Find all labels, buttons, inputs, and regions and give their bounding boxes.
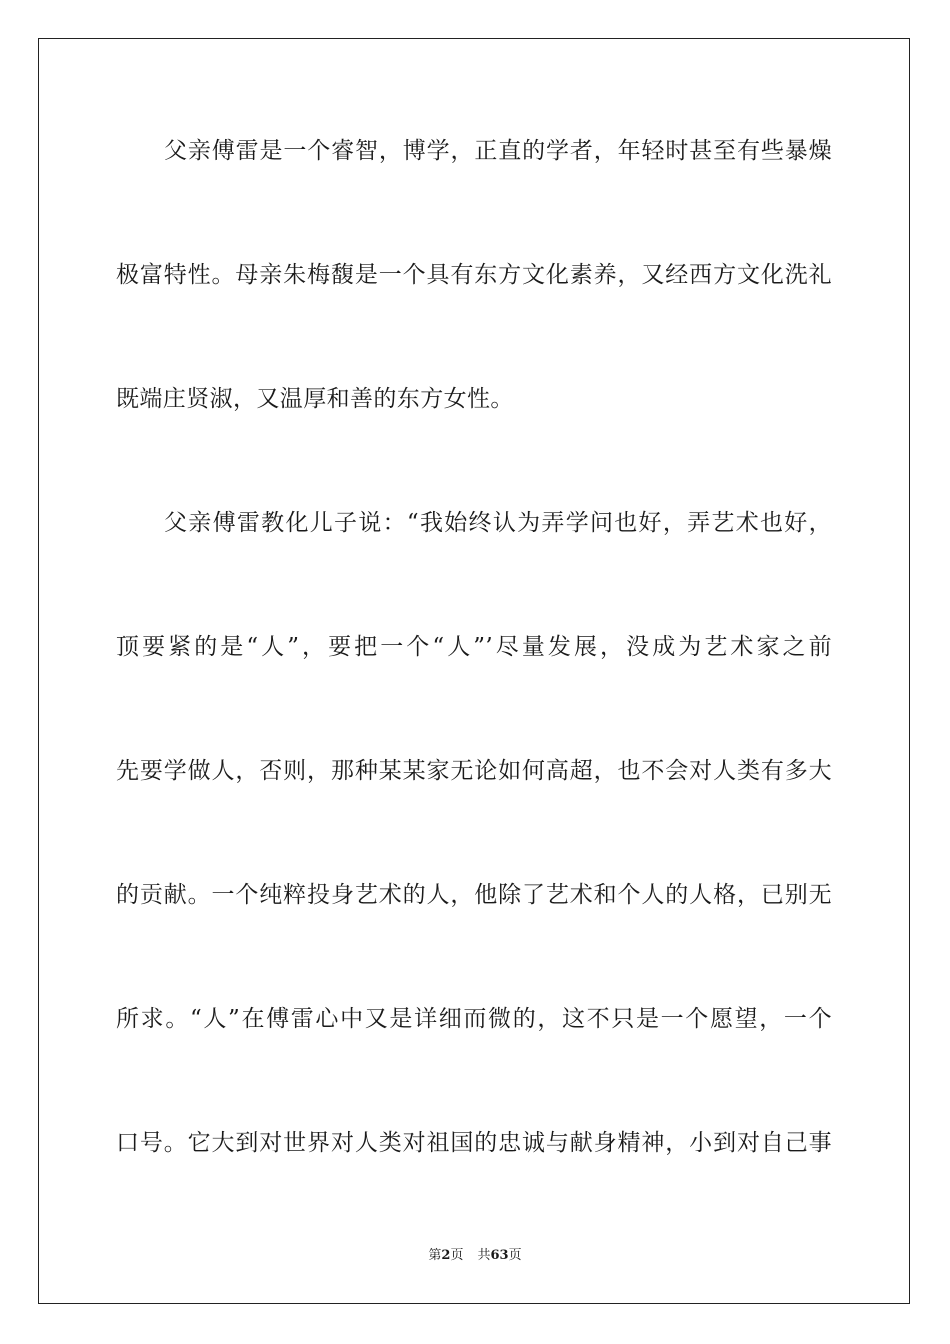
page-number: 2 [441, 1248, 451, 1263]
page-frame [38, 38, 910, 1304]
paragraph-2-line-1: 父亲傅雷教化儿子说：“我始终认为弄学问也好，弄艺术也好， [164, 510, 832, 536]
total-label-suffix: 页 [508, 1248, 522, 1263]
paragraph-2-line-2: 顶要紧的是“人”，要把一个“人”’尽量发展，没成为艺术家之前 [116, 634, 832, 660]
paragraph-2-line-5: 所求。“人”在傅雷心中又是详细而微的，这不只是一个愿望，一个 [116, 1006, 832, 1032]
total-label-prefix: 共 [477, 1248, 491, 1263]
page-label-prefix: 第 [428, 1248, 442, 1263]
paragraph-1-line-2: 极富特性。母亲朱梅馥是一个具有东方文化素养，又经西方文化洗礼 [116, 262, 832, 288]
paragraph-2-line-6: 口号。它大到对世界对人类对祖国的忠诚与献身精神，小到对自己事 [116, 1130, 832, 1156]
paragraph-2-line-4: 的贡献。一个纯粹投身艺术的人，他除了艺术和个人的人格，已别无 [116, 882, 832, 908]
page-footer [0, 1248, 950, 1264]
paragraph-1-line-1: 父亲傅雷是一个睿智，博学，正直的学者，年轻时甚至有些暴燥 [164, 138, 832, 164]
total-pages: 63 [490, 1248, 509, 1263]
paragraph-2-line-3: 先要学做人，否则，那种某某家无论如何高超，也不会对人类有多大 [116, 758, 832, 784]
paragraph-1-line-3: 既端庄贤淑，又温厚和善的东方女性。 [116, 386, 514, 412]
page-label-suffix: 页 [450, 1248, 464, 1263]
